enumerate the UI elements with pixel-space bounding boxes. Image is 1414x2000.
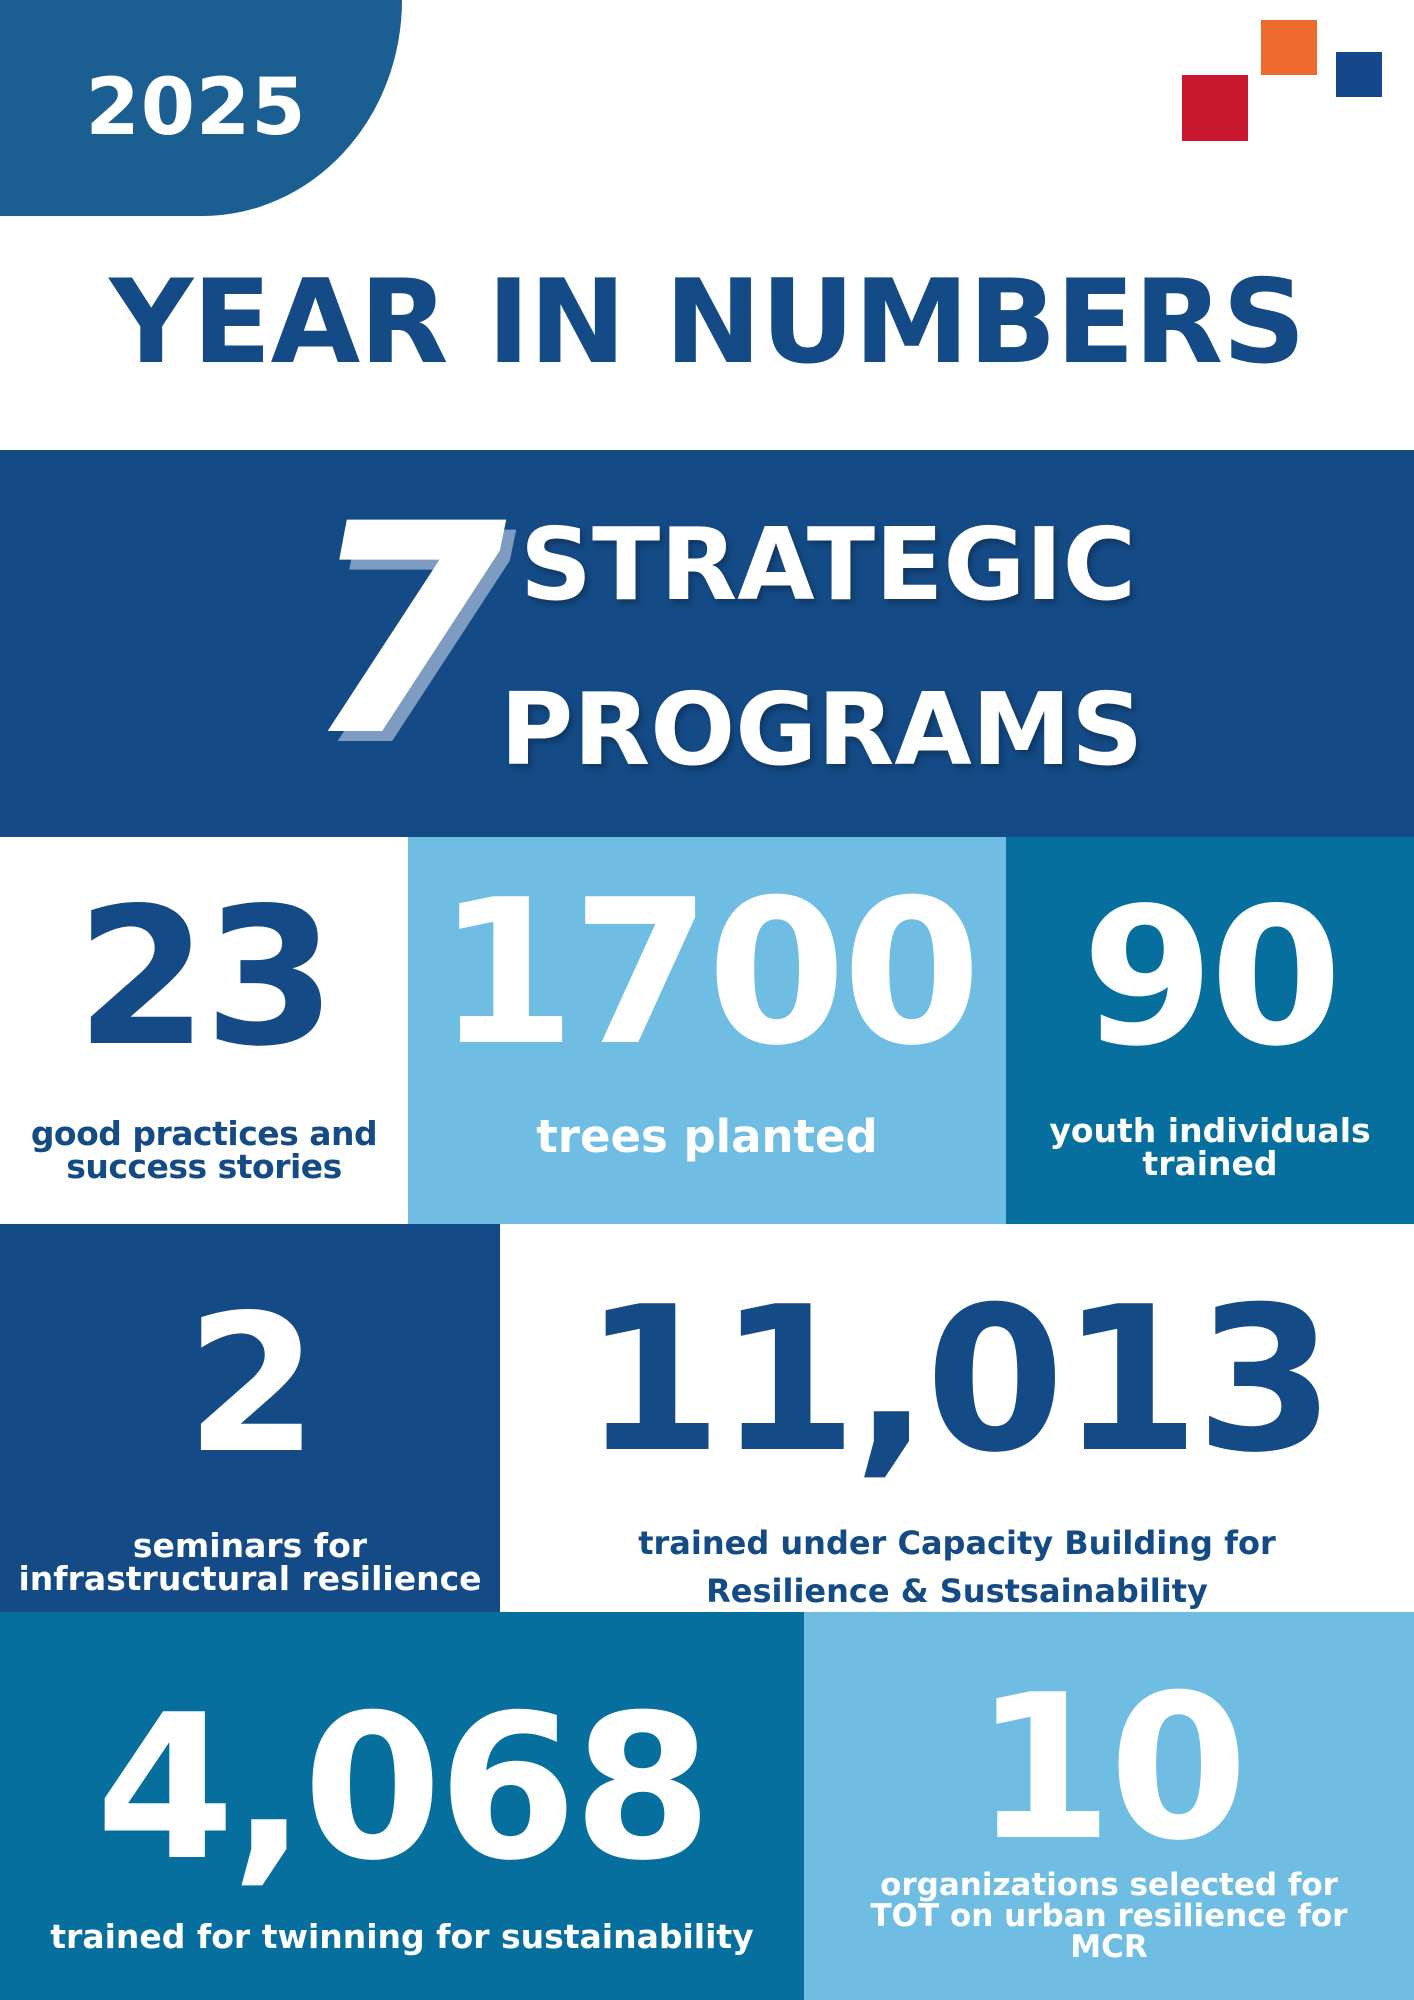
year-label: 2025 bbox=[85, 63, 307, 153]
hero-title-line-1: STRATEGIC bbox=[520, 506, 1137, 623]
stat-label-line: trained bbox=[1142, 1144, 1278, 1183]
stat-card-youth-trained bbox=[1006, 837, 1414, 1224]
stat-label-line: Resilience & Sustsainability bbox=[706, 1572, 1208, 1610]
stat-value: 1700 bbox=[436, 857, 978, 1090]
stat-label-line: trained for twinning for sustainability bbox=[50, 1917, 754, 1956]
logo-orange-square-icon bbox=[1261, 20, 1317, 75]
hero-number: 7 bbox=[305, 463, 507, 800]
stat-card-twinning bbox=[0, 1612, 804, 2000]
stat-label-line: trees planted bbox=[536, 1110, 878, 1163]
stat-card-trees-planted bbox=[408, 837, 1006, 1224]
stat-value: 4,068 bbox=[95, 1672, 709, 1905]
stat-label-line: seminars for bbox=[132, 1526, 368, 1565]
stat-label-line: youth individuals bbox=[1049, 1111, 1371, 1150]
stat-value: 11,013 bbox=[583, 1264, 1331, 1497]
stat-label-line: MCR bbox=[1070, 1929, 1148, 1965]
stat-value: 2 bbox=[185, 1274, 315, 1495]
stat-label bbox=[804, 1867, 1414, 1965]
page-title: YEAR IN NUMBERS bbox=[109, 255, 1305, 390]
stat-label-line: organizations selected for bbox=[880, 1867, 1338, 1903]
stat-label bbox=[408, 1110, 1006, 1163]
stat-label bbox=[500, 1519, 1414, 1615]
stat-value: 23 bbox=[75, 867, 333, 1088]
stat-value: 10 bbox=[973, 1652, 1245, 1885]
stat-card-good-practices bbox=[0, 837, 408, 1224]
stat-label-line: good practices and bbox=[30, 1114, 378, 1153]
stat-label bbox=[1006, 1111, 1414, 1183]
stat-label bbox=[0, 1917, 804, 1956]
stat-label bbox=[0, 1114, 408, 1186]
logo-red-square-icon bbox=[1182, 75, 1248, 141]
stat-card-seminars bbox=[0, 1224, 500, 1612]
year-badge bbox=[0, 0, 402, 216]
hero-title-line-2: PROGRAMS bbox=[500, 671, 1144, 788]
stat-value: 90 bbox=[1081, 867, 1339, 1088]
logo-blue-square-icon bbox=[1336, 52, 1382, 97]
stat-label-line: trained under Capacity Building for bbox=[638, 1524, 1276, 1562]
stat-card-capacity-building bbox=[500, 1224, 1414, 1612]
stat-card-tot-organizations bbox=[804, 1612, 1414, 2000]
stat-label-line: TOT on urban resilience for bbox=[870, 1898, 1348, 1934]
stat-label-line: infrastructural resilience bbox=[18, 1559, 482, 1598]
stat-label bbox=[0, 1526, 500, 1598]
stat-label-line: success stories bbox=[66, 1147, 342, 1186]
